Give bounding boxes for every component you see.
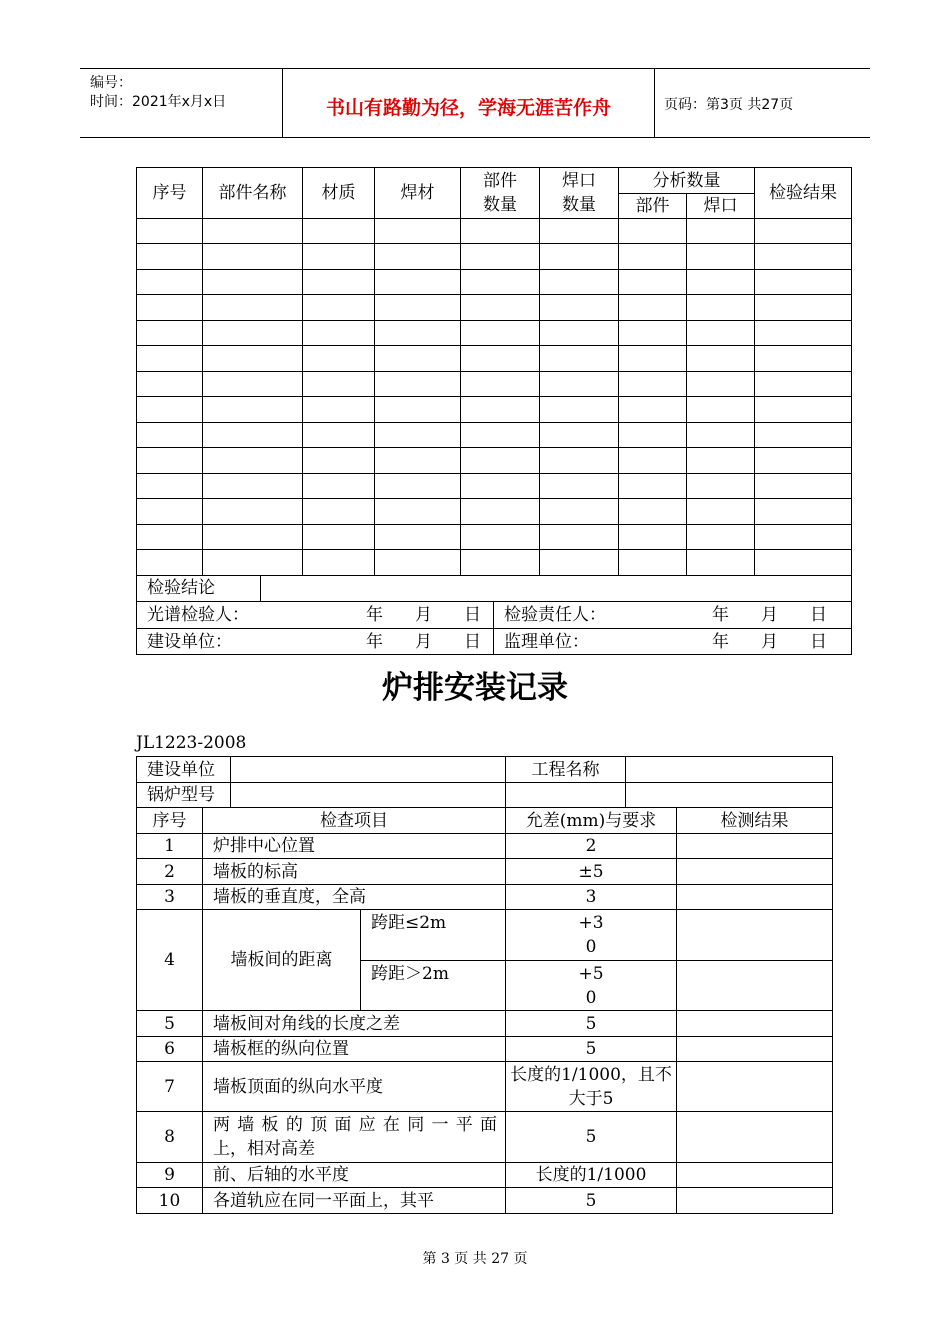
row-result [677, 1188, 833, 1214]
row-result [677, 859, 833, 885]
row-seq: 5 [137, 1011, 203, 1037]
table-cell [755, 550, 852, 576]
header-analysis-qty: 分析数量 [619, 168, 755, 194]
table-cell [375, 525, 461, 550]
boiler-model-extra [506, 783, 626, 808]
row-item: 墙板的垂直度，全高 [203, 885, 506, 910]
table-row [137, 1188, 833, 1214]
row-item: 炉排中心位置 [203, 834, 506, 859]
row-tolerance-line2: 0 [585, 987, 597, 1008]
row-result [677, 834, 833, 859]
row-result [677, 1112, 833, 1163]
table-cell [687, 372, 755, 397]
col-seq: 序号 [137, 808, 203, 834]
row-seq: 3 [137, 885, 203, 910]
row-item: 墙板框的纵向位置 [203, 1037, 506, 1062]
table-cell [540, 423, 619, 448]
inspector-cell [137, 602, 494, 628]
table-row [137, 499, 852, 525]
table-cell [619, 321, 687, 346]
day-label: 日 [464, 605, 481, 625]
row-seq: 6 [137, 1037, 203, 1062]
table-cell [203, 270, 303, 295]
table-cell [203, 550, 303, 576]
header-result: 检验结果 [755, 168, 852, 219]
table-cell [203, 346, 303, 372]
row-result [677, 1163, 833, 1188]
table-cell [540, 244, 619, 270]
table-cell [375, 397, 461, 423]
row-tolerance-line1: +3 [578, 913, 604, 933]
row-tolerance: 5 [506, 1011, 677, 1037]
table-cell [755, 397, 852, 423]
table-row [137, 270, 852, 295]
day-label: 日 [464, 631, 481, 652]
month-label: 月 [415, 631, 432, 652]
col-result: 检测结果 [677, 808, 833, 834]
table-cell [137, 372, 203, 397]
table-cell [303, 550, 375, 576]
header-motto-cell [283, 69, 655, 137]
table-cell [303, 270, 375, 295]
table-cell [687, 525, 755, 550]
header-part-qty [461, 168, 540, 219]
table-cell [540, 499, 619, 525]
row-item: 墙板顶面的纵向水平度 [203, 1062, 506, 1112]
row-tolerance: 5 [506, 1188, 677, 1214]
row-item: 墙板间的距离 [203, 910, 361, 1011]
row-tolerance-line2: 0 [585, 937, 597, 957]
table-cell [755, 219, 852, 244]
table-row [137, 321, 852, 346]
table-cell [461, 270, 540, 295]
day-label: 日 [810, 605, 827, 625]
header-part-qty-line1: 部件 [483, 171, 517, 191]
table-row [137, 1037, 833, 1062]
spectral-table-body [137, 219, 852, 576]
row-result [677, 1037, 833, 1062]
table-cell [687, 448, 755, 474]
table-cell [375, 474, 461, 499]
table-cell [375, 499, 461, 525]
construction-unit-value [231, 757, 506, 783]
row-tolerance: ±5 [506, 859, 677, 885]
table-cell [461, 346, 540, 372]
table-cell [203, 525, 303, 550]
table-cell [137, 270, 203, 295]
table-cell [375, 244, 461, 270]
row-item-line2: 上，相对高差 [213, 1139, 315, 1159]
table-cell [303, 474, 375, 499]
table-row [137, 423, 852, 448]
row-seq: 2 [137, 859, 203, 885]
table-row [137, 1112, 833, 1163]
col-tolerance: 允差(mm)与要求 [506, 808, 677, 834]
row-tolerance: 长度的1/1000 [506, 1163, 677, 1188]
table-cell [203, 219, 303, 244]
table-cell [303, 499, 375, 525]
table-cell [137, 244, 203, 270]
table-cell [755, 499, 852, 525]
row-tolerance-line1: +5 [578, 963, 604, 984]
row-seq: 1 [137, 834, 203, 859]
table-cell [687, 397, 755, 423]
table-cell [687, 270, 755, 295]
table-row [137, 885, 833, 910]
table-cell [461, 474, 540, 499]
table-cell [540, 346, 619, 372]
day-label: 日 [810, 631, 827, 652]
inspector-row [137, 602, 852, 629]
table-cell [461, 550, 540, 576]
table-cell [375, 372, 461, 397]
conclusion-row [137, 576, 852, 602]
project-name-value [626, 757, 833, 783]
col-item: 检查项目 [203, 808, 506, 834]
table-row [137, 910, 833, 961]
row-result [677, 1062, 833, 1112]
row-result [677, 910, 833, 961]
row-tolerance-line2: 大于5 [568, 1088, 614, 1109]
table-row [137, 474, 852, 499]
row-seq: 7 [137, 1062, 203, 1112]
table-cell [619, 295, 687, 321]
row-result [677, 885, 833, 910]
table-cell [687, 244, 755, 270]
table-row [137, 244, 852, 270]
year-label: 年 [712, 631, 729, 652]
year-label: 年 [712, 605, 729, 625]
table-cell [755, 270, 852, 295]
table-cell [203, 499, 303, 525]
grate-install-table [136, 756, 833, 1214]
table-row [137, 834, 833, 859]
row-item-line1: 两墙板的顶面应在同一平面 [213, 1115, 498, 1135]
row-item: 各道轨应在同一平面上，其平 [203, 1188, 506, 1214]
table-cell [461, 321, 540, 346]
table-cell [203, 295, 303, 321]
row-seq: 8 [137, 1112, 203, 1163]
table-cell [375, 295, 461, 321]
table-row [137, 219, 852, 244]
table-cell [619, 423, 687, 448]
table-cell [540, 397, 619, 423]
construction-unit-label: 建设单位 [137, 757, 231, 783]
table-cell [375, 550, 461, 576]
header-material: 材质 [303, 168, 375, 219]
responsible-label: 检验责任人： [504, 605, 606, 625]
motto-text: 书山有路勤为径，学海无涯苦作舟 [325, 97, 611, 119]
supervision-label: 监理单位： [504, 631, 589, 652]
table-cell [137, 397, 203, 423]
row-seq: 10 [137, 1188, 203, 1214]
table-cell [755, 346, 852, 372]
table-cell [461, 448, 540, 474]
construction-label: 建设单位： [147, 631, 232, 652]
table-cell [540, 270, 619, 295]
header-page-cell [655, 69, 870, 137]
table-cell [375, 270, 461, 295]
table-row [137, 1062, 833, 1112]
row-item [203, 1112, 506, 1163]
row-tolerance: 2 [506, 834, 677, 859]
table-cell [461, 499, 540, 525]
row-item: 前、后轴的水平度 [203, 1163, 506, 1188]
table-cell [687, 295, 755, 321]
table-cell [619, 244, 687, 270]
row-item: 墙板的标高 [203, 859, 506, 885]
table-row [137, 397, 852, 423]
table-cell [303, 244, 375, 270]
row-item: 墙板间对角线的长度之差 [203, 1011, 506, 1037]
table-cell [203, 397, 303, 423]
construction-row [137, 629, 852, 655]
table-cell [461, 244, 540, 270]
table-cell [687, 499, 755, 525]
table-cell [375, 219, 461, 244]
table-cell [619, 219, 687, 244]
table-cell [461, 397, 540, 423]
table-cell [687, 474, 755, 499]
header-part-qty-line2: 数量 [483, 195, 517, 215]
year-label: 年 [366, 605, 383, 625]
project-name-label: 工程名称 [506, 757, 626, 783]
table-row [137, 550, 852, 576]
header-weld-qty [540, 168, 619, 219]
month-label: 月 [761, 605, 778, 625]
table-cell [755, 372, 852, 397]
table-cell [137, 346, 203, 372]
table-cell [755, 321, 852, 346]
table-cell [540, 219, 619, 244]
table-cell [303, 372, 375, 397]
row-subitem: 跨距≤2m [361, 910, 506, 961]
table-cell [203, 423, 303, 448]
table-row [137, 1163, 833, 1188]
record-title: 炉排安装记录 [382, 670, 568, 706]
table-cell [540, 474, 619, 499]
table-cell [619, 550, 687, 576]
row-seq: 9 [137, 1163, 203, 1188]
header-analysis-weld: 焊口 [687, 194, 755, 219]
table-cell [137, 525, 203, 550]
table-cell [755, 295, 852, 321]
boiler-model-extra-2 [626, 783, 833, 808]
row-tolerance-line1: 长度的1/1000，且不 [510, 1064, 672, 1085]
row-tolerance [506, 961, 677, 1011]
page-header [80, 68, 870, 138]
table-row [137, 1011, 833, 1037]
table-cell [137, 219, 203, 244]
spectral-inspection-table [136, 167, 852, 655]
table-cell [137, 423, 203, 448]
table-cell [619, 474, 687, 499]
table-cell [755, 448, 852, 474]
table-row [137, 448, 852, 474]
table-cell [540, 321, 619, 346]
conclusion-label: 检验结论 [137, 576, 261, 601]
header-analysis-part: 部件 [619, 194, 687, 219]
table-cell [137, 321, 203, 346]
row-tolerance: 3 [506, 885, 677, 910]
table-cell [203, 372, 303, 397]
table-cell [619, 372, 687, 397]
table-cell [137, 474, 203, 499]
table-cell [687, 550, 755, 576]
page-number-label: 页码：第3页 共27页 [664, 97, 794, 113]
number-label: 编号： [90, 75, 132, 91]
table-cell [687, 423, 755, 448]
table-cell [619, 525, 687, 550]
table-cell [303, 219, 375, 244]
table-cell [461, 525, 540, 550]
conclusion-value [261, 576, 851, 601]
table-cell [137, 295, 203, 321]
table-cell [540, 295, 619, 321]
row-tolerance [506, 1062, 677, 1112]
month-label: 月 [761, 631, 778, 652]
table-row [137, 346, 852, 372]
table-cell [755, 244, 852, 270]
boiler-model-value [231, 783, 506, 808]
responsible-cell [494, 602, 851, 628]
table-cell [375, 346, 461, 372]
row-seq: 4 [137, 910, 203, 1011]
table-cell [203, 321, 303, 346]
table-cell [619, 397, 687, 423]
month-label: 月 [415, 605, 432, 625]
table-cell [619, 499, 687, 525]
table-cell [375, 448, 461, 474]
table-cell [687, 321, 755, 346]
table-cell [755, 474, 852, 499]
row-tolerance: 5 [506, 1112, 677, 1163]
table-row [137, 525, 852, 550]
row-result [677, 961, 833, 1011]
table-cell [540, 525, 619, 550]
table-cell [303, 448, 375, 474]
table-row [137, 295, 852, 321]
header-part-name: 部件名称 [203, 168, 303, 219]
table-cell [303, 346, 375, 372]
table-cell [303, 525, 375, 550]
year-label: 年 [366, 631, 383, 652]
table-cell [303, 295, 375, 321]
table-cell [755, 525, 852, 550]
table-cell [540, 372, 619, 397]
supervision-cell [494, 629, 851, 654]
table-cell [137, 499, 203, 525]
table-cell [461, 372, 540, 397]
table-cell [203, 448, 303, 474]
header-seq: 序号 [137, 168, 203, 219]
header-weld-qty-line1: 焊口 [562, 171, 596, 191]
table-cell [687, 219, 755, 244]
row-subitem: 跨距＞2m [361, 961, 506, 1011]
row-tolerance: 5 [506, 1037, 677, 1062]
table-cell [461, 295, 540, 321]
table-cell [375, 321, 461, 346]
table-cell [619, 346, 687, 372]
table-cell [137, 448, 203, 474]
table-row [137, 372, 852, 397]
header-weld-qty-line2: 数量 [562, 195, 596, 215]
table-cell [375, 423, 461, 448]
table-cell [203, 244, 303, 270]
construction-cell [137, 629, 494, 654]
record-code: JL1223-2008 [136, 733, 247, 753]
row-result [677, 1011, 833, 1037]
table-cell [461, 219, 540, 244]
time-label: 时间：2021年x月x日 [90, 94, 227, 110]
table-cell [755, 423, 852, 448]
row-tolerance [506, 910, 677, 961]
inspector-label: 光谱检验人： [147, 605, 249, 625]
table-row [137, 859, 833, 885]
table-cell [619, 270, 687, 295]
table-cell [461, 423, 540, 448]
table-cell [303, 321, 375, 346]
table-cell [303, 423, 375, 448]
table-cell [619, 448, 687, 474]
header-weld-material: 焊材 [375, 168, 461, 219]
table-cell [303, 397, 375, 423]
table-cell [687, 346, 755, 372]
table-cell [203, 474, 303, 499]
table-cell [137, 550, 203, 576]
header-meta-cell [80, 69, 283, 137]
boiler-model-label: 锅炉型号 [137, 783, 231, 808]
table-cell [540, 448, 619, 474]
page-footer: 第 3 页 共 27 页 [422, 1251, 528, 1267]
table-cell [540, 550, 619, 576]
